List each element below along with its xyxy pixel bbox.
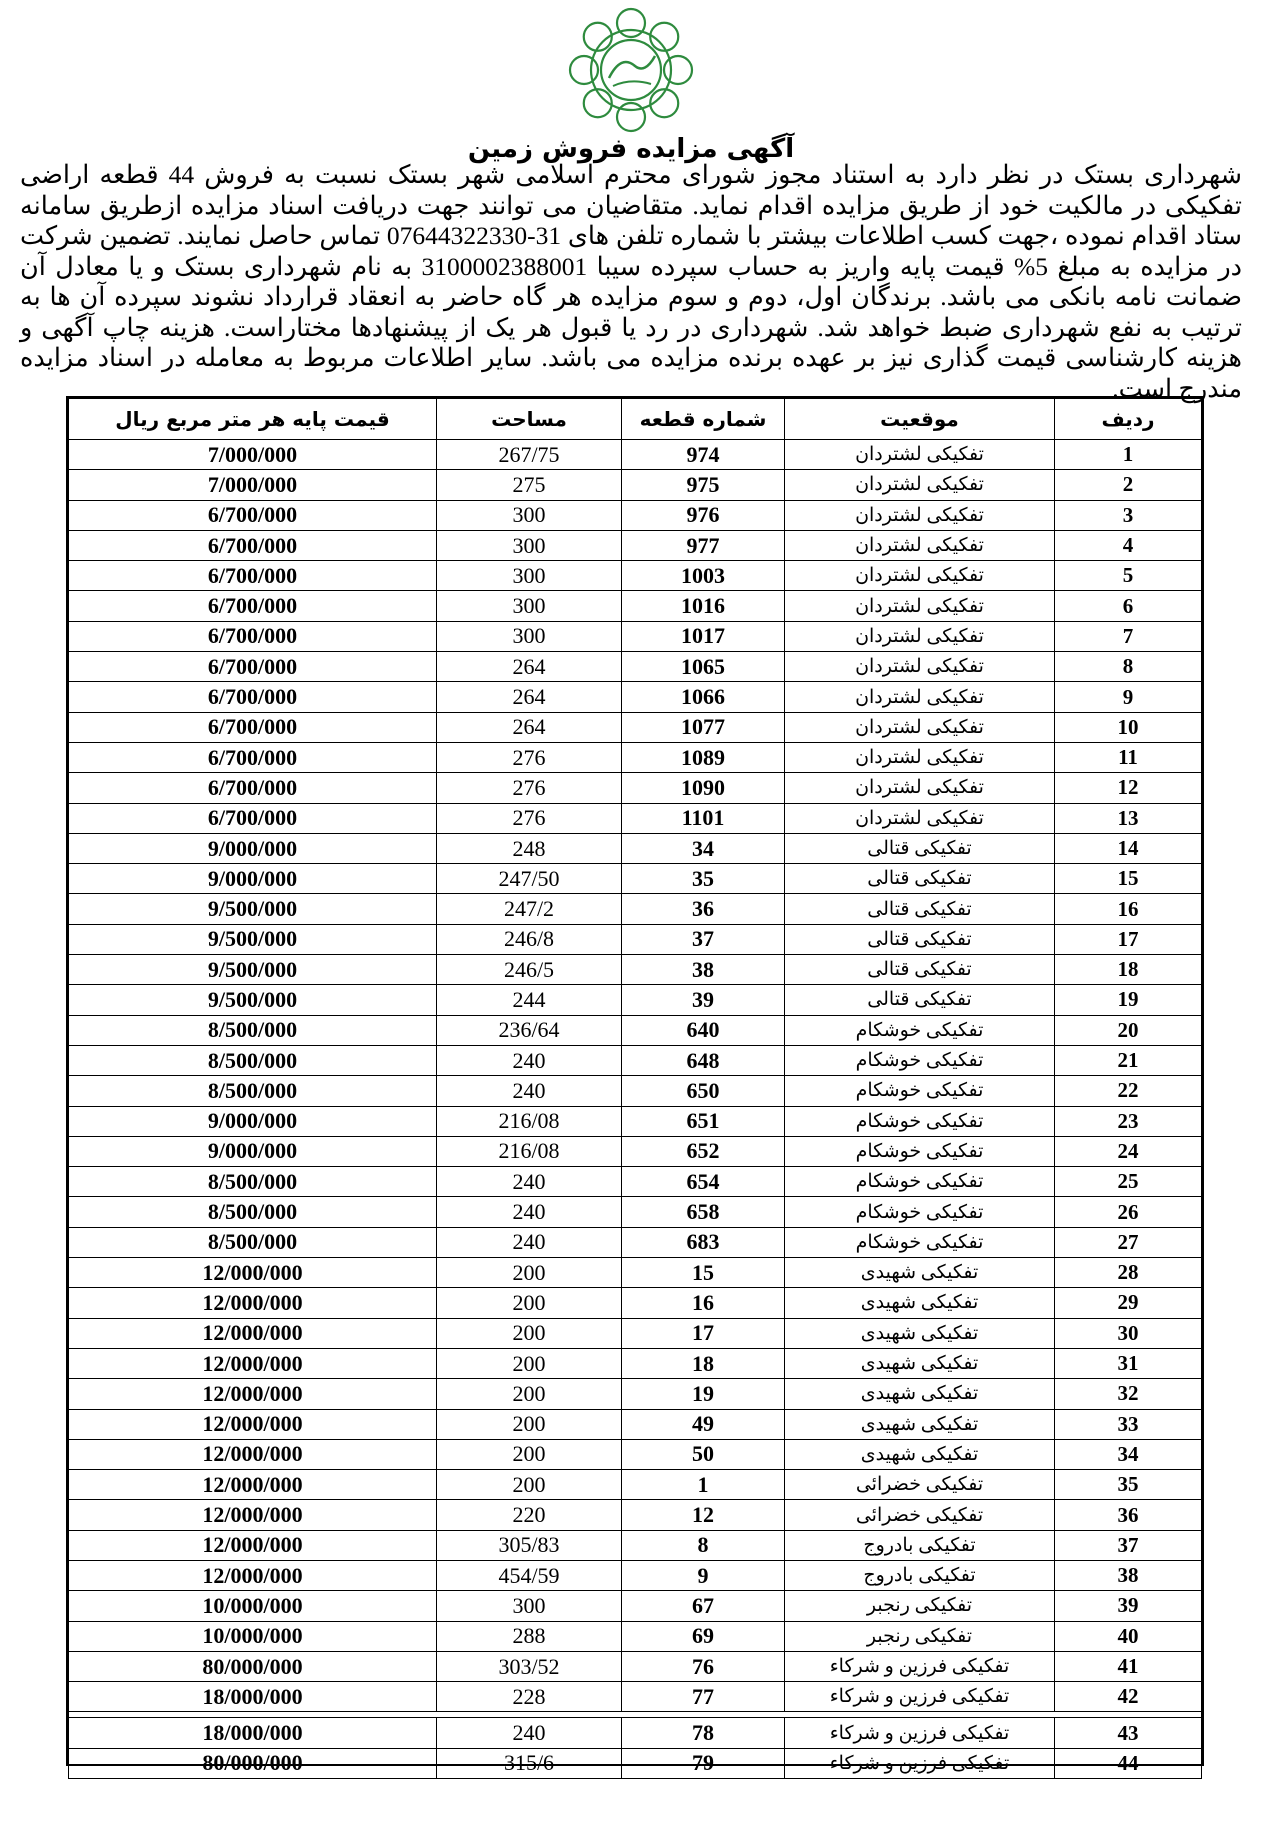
cell-area: 300 — [437, 561, 622, 591]
cell-base-price: 6/700/000 — [69, 742, 437, 772]
cell-lot-number: 76 — [622, 1651, 785, 1681]
cell-lot-number: 69 — [622, 1621, 785, 1651]
cell-row-number: 26 — [1055, 1197, 1202, 1227]
cell-row-number: 14 — [1055, 833, 1202, 863]
cell-location: تفکیکی فرزین و شرکاء — [785, 1682, 1055, 1712]
table-row — [69, 742, 1202, 772]
table-row — [69, 1651, 1202, 1681]
cell-location: تفکیکی شهیدی — [785, 1318, 1055, 1348]
cell-location: تفکیکی لشتردان — [785, 712, 1055, 742]
cell-location: تفکیکی قتالی — [785, 833, 1055, 863]
cell-area: 240 — [437, 1197, 622, 1227]
cell-base-price: 6/700/000 — [69, 773, 437, 803]
cell-lot-number: 15 — [622, 1258, 785, 1288]
cell-location: تفکیکی خوشکام — [785, 1015, 1055, 1045]
cell-area: 200 — [437, 1470, 622, 1500]
table-row — [69, 1015, 1202, 1045]
cell-area: 200 — [437, 1348, 622, 1378]
cell-location: تفکیکی خوشکام — [785, 1197, 1055, 1227]
cell-lot-number: 1101 — [622, 803, 785, 833]
cell-area: 303/52 — [437, 1651, 622, 1681]
cell-location: تفکیکی قتالی — [785, 924, 1055, 954]
cell-row-number: 42 — [1055, 1682, 1202, 1712]
table-header-row — [69, 399, 1202, 440]
cell-row-number: 37 — [1055, 1530, 1202, 1560]
cell-area: 264 — [437, 682, 622, 712]
cell-area: 216/08 — [437, 1106, 622, 1136]
cell-row-number: 29 — [1055, 1288, 1202, 1318]
cell-base-price: 6/700/000 — [69, 530, 437, 560]
table-row — [69, 1682, 1202, 1712]
table-row — [69, 652, 1202, 682]
cell-row-number: 17 — [1055, 924, 1202, 954]
cell-lot-number: 17 — [622, 1318, 785, 1348]
cell-lot-number: 650 — [622, 1076, 785, 1106]
cell-area: 315/6 — [437, 1748, 622, 1778]
cell-location: تفکیکی خوشکام — [785, 1045, 1055, 1075]
cell-base-price: 9/000/000 — [69, 864, 437, 894]
municipality-logo — [565, 4, 697, 136]
cell-row-number: 34 — [1055, 1439, 1202, 1469]
cell-area: 276 — [437, 803, 622, 833]
cell-row-number: 28 — [1055, 1258, 1202, 1288]
cell-base-price: 12/000/000 — [69, 1318, 437, 1348]
cell-base-price: 7/000/000 — [69, 470, 437, 500]
cell-area: 200 — [437, 1288, 622, 1318]
cell-base-price: 10/000/000 — [69, 1591, 437, 1621]
cell-row-number: 5 — [1055, 561, 1202, 591]
cell-row-number: 32 — [1055, 1379, 1202, 1409]
cell-base-price: 9/000/000 — [69, 833, 437, 863]
cell-lot-number: 1017 — [622, 621, 785, 651]
table-row — [69, 1718, 1202, 1748]
cell-lot-number: 79 — [622, 1748, 785, 1778]
cell-base-price: 6/700/000 — [69, 621, 437, 651]
cell-location: تفکیکی لشتردان — [785, 682, 1055, 712]
cell-base-price: 6/700/000 — [69, 500, 437, 530]
cell-base-price: 18/000/000 — [69, 1682, 437, 1712]
cell-row-number: 13 — [1055, 803, 1202, 833]
table-row — [69, 530, 1202, 560]
cell-base-price: 12/000/000 — [69, 1379, 437, 1409]
table-row — [69, 621, 1202, 651]
table-row — [69, 1560, 1202, 1590]
header-row-number: ردیف — [1055, 399, 1202, 440]
cell-lot-number: 8 — [622, 1530, 785, 1560]
cell-lot-number: 9 — [622, 1560, 785, 1590]
table-row — [69, 1621, 1202, 1651]
cell-base-price: 6/700/000 — [69, 591, 437, 621]
cell-row-number: 36 — [1055, 1500, 1202, 1530]
table-row — [69, 500, 1202, 530]
cell-lot-number: 37 — [622, 924, 785, 954]
cell-row-number: 38 — [1055, 1560, 1202, 1590]
table-row — [69, 591, 1202, 621]
cell-location: تفکیکی لشتردان — [785, 742, 1055, 772]
cell-base-price: 7/000/000 — [69, 440, 437, 470]
cell-lot-number: 1003 — [622, 561, 785, 591]
cell-lot-number: 12 — [622, 1500, 785, 1530]
cell-location: تفکیکی شهیدی — [785, 1409, 1055, 1439]
cell-area: 247/50 — [437, 864, 622, 894]
cell-lot-number: 652 — [622, 1136, 785, 1166]
cell-location: تفکیکی لشتردان — [785, 621, 1055, 651]
cell-row-number: 33 — [1055, 1409, 1202, 1439]
table-row — [69, 924, 1202, 954]
cell-location: تفکیکی قتالی — [785, 894, 1055, 924]
cell-lot-number: 1 — [622, 1470, 785, 1500]
cell-area: 200 — [437, 1318, 622, 1348]
cell-base-price: 12/000/000 — [69, 1530, 437, 1560]
cell-area: 288 — [437, 1621, 622, 1651]
table-row — [69, 1045, 1202, 1075]
cell-lot-number: 78 — [622, 1718, 785, 1748]
cell-area: 200 — [437, 1258, 622, 1288]
cell-area: 200 — [437, 1439, 622, 1469]
cell-area: 300 — [437, 621, 622, 651]
table-row — [69, 1318, 1202, 1348]
cell-area: 246/5 — [437, 955, 622, 985]
cell-row-number: 31 — [1055, 1348, 1202, 1378]
header-lot-number: شماره قطعه — [622, 399, 785, 440]
cell-row-number: 21 — [1055, 1045, 1202, 1075]
cell-area: 244 — [437, 985, 622, 1015]
cell-area: 264 — [437, 652, 622, 682]
cell-base-price: 12/000/000 — [69, 1439, 437, 1469]
cell-base-price: 8/500/000 — [69, 1045, 437, 1075]
cell-row-number: 39 — [1055, 1591, 1202, 1621]
cell-base-price: 8/500/000 — [69, 1167, 437, 1197]
cell-row-number: 2 — [1055, 470, 1202, 500]
cell-base-price: 8/500/000 — [69, 1015, 437, 1045]
cell-base-price: 12/000/000 — [69, 1258, 437, 1288]
cell-location: تفکیکی شهیدی — [785, 1348, 1055, 1378]
cell-area: 240 — [437, 1227, 622, 1257]
cell-lot-number: 658 — [622, 1197, 785, 1227]
cell-lot-number: 654 — [622, 1167, 785, 1197]
table-row — [69, 1076, 1202, 1106]
cell-area: 300 — [437, 1591, 622, 1621]
cell-lot-number: 1090 — [622, 773, 785, 803]
cell-base-price: 12/000/000 — [69, 1500, 437, 1530]
table-row — [69, 1439, 1202, 1469]
cell-location: تفکیکی لشتردان — [785, 440, 1055, 470]
cell-area: 246/8 — [437, 924, 622, 954]
cell-base-price: 12/000/000 — [69, 1409, 437, 1439]
table-row — [69, 712, 1202, 742]
cell-base-price: 8/500/000 — [69, 1197, 437, 1227]
cell-location: تفکیکی خوشکام — [785, 1167, 1055, 1197]
cell-base-price: 9/500/000 — [69, 924, 437, 954]
cell-area: 216/08 — [437, 1136, 622, 1166]
cell-row-number: 8 — [1055, 652, 1202, 682]
table-row — [69, 894, 1202, 924]
cell-row-number: 40 — [1055, 1621, 1202, 1651]
table-row — [69, 1409, 1202, 1439]
cell-area: 220 — [437, 1500, 622, 1530]
cell-lot-number: 975 — [622, 470, 785, 500]
table-row — [69, 803, 1202, 833]
cell-area: 240 — [437, 1718, 622, 1748]
cell-lot-number: 1065 — [622, 652, 785, 682]
cell-area: 300 — [437, 500, 622, 530]
cell-location: تفکیکی لشتردان — [785, 470, 1055, 500]
cell-location: تفکیکی لشتردان — [785, 561, 1055, 591]
cell-area: 248 — [437, 833, 622, 863]
cell-lot-number: 683 — [622, 1227, 785, 1257]
cell-base-price: 8/500/000 — [69, 1227, 437, 1257]
cell-lot-number: 16 — [622, 1288, 785, 1318]
cell-row-number: 1 — [1055, 440, 1202, 470]
cell-base-price: 8/500/000 — [69, 1076, 437, 1106]
table-row — [69, 1470, 1202, 1500]
cell-base-price: 6/700/000 — [69, 712, 437, 742]
cell-lot-number: 36 — [622, 894, 785, 924]
cell-location: تفکیکی لشتردان — [785, 803, 1055, 833]
cell-lot-number: 977 — [622, 530, 785, 560]
cell-location: تفکیکی فرزین و شرکاء — [785, 1748, 1055, 1778]
table-row — [69, 1197, 1202, 1227]
cell-lot-number: 19 — [622, 1379, 785, 1409]
table-row — [69, 1500, 1202, 1530]
table-row — [69, 773, 1202, 803]
cell-base-price: 6/700/000 — [69, 561, 437, 591]
cell-row-number: 20 — [1055, 1015, 1202, 1045]
table-row — [69, 1288, 1202, 1318]
cell-location: تفکیکی شهیدی — [785, 1258, 1055, 1288]
cell-area: 236/64 — [437, 1015, 622, 1045]
cell-base-price: 12/000/000 — [69, 1470, 437, 1500]
cell-lot-number: 34 — [622, 833, 785, 863]
cell-area: 228 — [437, 1682, 622, 1712]
cell-row-number: 22 — [1055, 1076, 1202, 1106]
cell-location: تفکیکی رنجبر — [785, 1591, 1055, 1621]
cell-row-number: 44 — [1055, 1748, 1202, 1778]
cell-location: تفکیکی بادروج — [785, 1560, 1055, 1590]
cell-area: 275 — [437, 470, 622, 500]
cell-row-number: 9 — [1055, 682, 1202, 712]
cell-row-number: 24 — [1055, 1136, 1202, 1166]
cell-base-price: 9/000/000 — [69, 1106, 437, 1136]
table-row — [69, 985, 1202, 1015]
cell-lot-number: 50 — [622, 1439, 785, 1469]
announcement-text — [20, 160, 1242, 404]
cell-area: 200 — [437, 1379, 622, 1409]
cell-base-price: 10/000/000 — [69, 1621, 437, 1651]
cell-location: تفکیکی شهیدی — [785, 1439, 1055, 1469]
cell-location: تفکیکی لشتردان — [785, 652, 1055, 682]
table-row — [69, 1136, 1202, 1166]
cell-area: 240 — [437, 1076, 622, 1106]
cell-row-number: 18 — [1055, 955, 1202, 985]
table-row — [69, 864, 1202, 894]
cell-location: تفکیکی فرزین و شرکاء — [785, 1651, 1055, 1681]
cell-row-number: 11 — [1055, 742, 1202, 772]
table-row — [69, 1591, 1202, 1621]
cell-location: تفکیکی خوشکام — [785, 1106, 1055, 1136]
cell-base-price: 12/000/000 — [69, 1348, 437, 1378]
cell-row-number: 43 — [1055, 1718, 1202, 1748]
cell-row-number: 19 — [1055, 985, 1202, 1015]
cell-lot-number: 976 — [622, 500, 785, 530]
cell-lot-number: 35 — [622, 864, 785, 894]
cell-area: 454/59 — [437, 1560, 622, 1590]
announcement-paragraph: شهرداری بستک در نظر دارد به استناد مجوز شورای محترم اسلامی شهر بستک نسبت به فروش 44 قطعه اراضی تفکیکی در مالکیت خود از طریق مزایده اقدام نماید. متقاضیان می توانند جهت دریافت اسناد مزایده ازطریق سامانه ستاد اقدام نموده ،جهت کسب اطلاعات بیشتر با شماره تلفن های 31-07644322330 تماس حاصل نمایند. تضمین شرکت در مزایده به مبلغ 5% قیمت پایه واریز به حساب سپرده سیبا 3100002388001 به نام شهرداری بستک و یا معادل آن ضمانت نامه بانکی می باشد. برندگان اول، دوم و سوم مزایده هر گاه حاضر به انعقاد قرارداد نشوند سپرده آن ها به ترتیب به نفع شهرداری ضبط خواهد شد. شهرداری در رد یا قبول هر یک از پیشنهادها مختاراست. هزینه چاپ آگهی و هزینه کارشناسی قیمت گذاری نیز بر عهده برنده مزایده می باشد. سایر اطلاعات مربوط به معامله در اسناد مزایده مندرج است. — [20, 160, 1243, 403]
cell-location: تفکیکی بادروج — [785, 1530, 1055, 1560]
cell-location: تفکیکی قتالی — [785, 955, 1055, 985]
header-area: مساحت — [437, 399, 622, 440]
cell-location: تفکیکی لشتردان — [785, 500, 1055, 530]
cell-area: 300 — [437, 591, 622, 621]
cell-location: تفکیکی خوشکام — [785, 1076, 1055, 1106]
cell-base-price: 9/500/000 — [69, 894, 437, 924]
cell-area: 276 — [437, 742, 622, 772]
cell-location: تفکیکی لشتردان — [785, 773, 1055, 803]
cell-location: تفکیکی رنجبر — [785, 1621, 1055, 1651]
table-row — [69, 1748, 1202, 1778]
cell-area: 240 — [437, 1045, 622, 1075]
cell-location: تفکیکی خضرائی — [785, 1470, 1055, 1500]
cell-base-price: 6/700/000 — [69, 652, 437, 682]
cell-location: تفکیکی لشتردان — [785, 530, 1055, 560]
table-row — [69, 1167, 1202, 1197]
cell-location: تفکیکی شهیدی — [785, 1288, 1055, 1318]
table-row — [69, 561, 1202, 591]
table-row — [69, 440, 1202, 470]
cell-row-number: 15 — [1055, 864, 1202, 894]
cell-lot-number: 1016 — [622, 591, 785, 621]
cell-row-number: 4 — [1055, 530, 1202, 560]
cell-row-number: 3 — [1055, 500, 1202, 530]
cell-lot-number: 1077 — [622, 712, 785, 742]
cell-area: 305/83 — [437, 1530, 622, 1560]
cell-lot-number: 1066 — [622, 682, 785, 712]
table-row — [69, 682, 1202, 712]
page-title: آگهی مزایده فروش زمین — [467, 134, 795, 164]
cell-row-number: 16 — [1055, 894, 1202, 924]
header-base-price: قیمت پایه هر متر مربع ریال — [69, 399, 437, 440]
cell-area: 240 — [437, 1167, 622, 1197]
cell-lot-number: 651 — [622, 1106, 785, 1136]
cell-base-price: 80/000/000 — [69, 1748, 437, 1778]
cell-base-price: 12/000/000 — [69, 1288, 437, 1318]
cell-base-price: 12/000/000 — [69, 1560, 437, 1590]
cell-base-price: 6/700/000 — [69, 682, 437, 712]
lots-table — [68, 398, 1202, 1779]
cell-lot-number: 77 — [622, 1682, 785, 1712]
table-row — [69, 1227, 1202, 1257]
cell-area: 264 — [437, 712, 622, 742]
cell-location: تفکیکی خوشکام — [785, 1136, 1055, 1166]
cell-row-number: 41 — [1055, 1651, 1202, 1681]
cell-lot-number: 18 — [622, 1348, 785, 1378]
cell-row-number: 10 — [1055, 712, 1202, 742]
cell-location: تفکیکی شهیدی — [785, 1379, 1055, 1409]
cell-lot-number: 49 — [622, 1409, 785, 1439]
table-row — [69, 1348, 1202, 1378]
cell-row-number: 23 — [1055, 1106, 1202, 1136]
cell-row-number: 7 — [1055, 621, 1202, 651]
cell-location: تفکیکی قتالی — [785, 864, 1055, 894]
cell-lot-number: 39 — [622, 985, 785, 1015]
cell-lot-number: 640 — [622, 1015, 785, 1045]
cell-area: 247/2 — [437, 894, 622, 924]
cell-location: تفکیکی قتالی — [785, 985, 1055, 1015]
cell-location: تفکیکی لشتردان — [785, 591, 1055, 621]
cell-lot-number: 974 — [622, 440, 785, 470]
table-row — [69, 955, 1202, 985]
cell-base-price: 9/000/000 — [69, 1136, 437, 1166]
cell-row-number: 12 — [1055, 773, 1202, 803]
cell-base-price: 9/500/000 — [69, 985, 437, 1015]
cell-area: 267/75 — [437, 440, 622, 470]
cell-lot-number: 1089 — [622, 742, 785, 772]
cell-location: تفکیکی فرزین و شرکاء — [785, 1718, 1055, 1748]
table-row — [69, 1530, 1202, 1560]
table-row — [69, 470, 1202, 500]
lots-table-frame — [66, 396, 1204, 1776]
cell-base-price: 6/700/000 — [69, 803, 437, 833]
cell-base-price: 18/000/000 — [69, 1718, 437, 1748]
cell-row-number: 27 — [1055, 1227, 1202, 1257]
cell-base-price: 9/500/000 — [69, 955, 437, 985]
table-row — [69, 1379, 1202, 1409]
cell-area: 276 — [437, 773, 622, 803]
cell-row-number: 25 — [1055, 1167, 1202, 1197]
cell-lot-number: 67 — [622, 1591, 785, 1621]
cell-lot-number: 38 — [622, 955, 785, 985]
cell-base-price: 80/000/000 — [69, 1651, 437, 1681]
cell-location: تفکیکی خوشکام — [785, 1227, 1055, 1257]
table-row — [69, 833, 1202, 863]
header-location: موقعیت — [785, 399, 1055, 440]
cell-row-number: 30 — [1055, 1318, 1202, 1348]
cell-location: تفکیکی خضرائی — [785, 1500, 1055, 1530]
cell-lot-number: 648 — [622, 1045, 785, 1075]
table-row — [69, 1258, 1202, 1288]
table-row — [69, 1106, 1202, 1136]
cell-row-number: 6 — [1055, 591, 1202, 621]
cell-area: 200 — [437, 1409, 622, 1439]
cell-area: 300 — [437, 530, 622, 560]
cell-row-number: 35 — [1055, 1470, 1202, 1500]
